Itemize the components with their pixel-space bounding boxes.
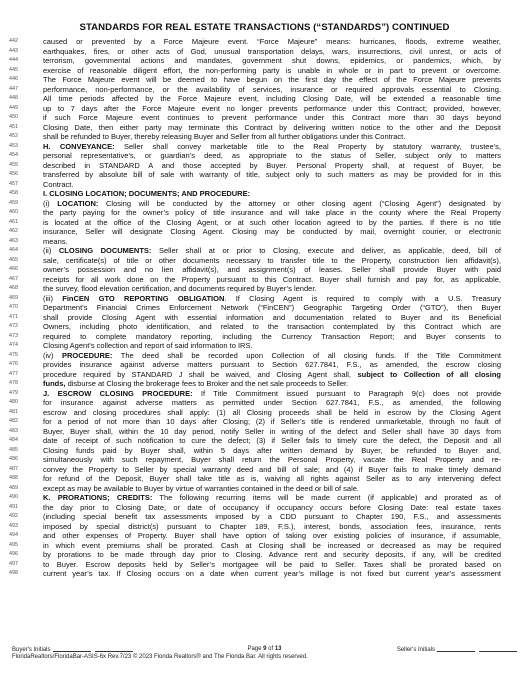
body-text: the survey, flood elevation certification, and documents required by Buyer’s lender. bbox=[43, 284, 317, 293]
body-text: Owners, including photo identification, and related to the transaction contemplated by this Contract which are bbox=[43, 322, 501, 331]
line-text bbox=[43, 94, 501, 104]
body-text: simultaneously with such repayment, Buyer shall return the Personal Property, vacate the Real Property and re- bbox=[43, 455, 501, 464]
body-text: procedure required by STANDARD J shall be waived, and Closing Agent shall, bbox=[43, 369, 358, 379]
line-number: 472 bbox=[9, 323, 18, 329]
document-line bbox=[0, 246, 529, 256]
line-text bbox=[43, 170, 501, 180]
body-text: except as may be available to Buyer by virtue of warranties contained in the deed or bill of sale. bbox=[43, 483, 360, 493]
document-line bbox=[0, 275, 529, 285]
document-line bbox=[0, 351, 529, 361]
line-text bbox=[43, 237, 501, 247]
line-text bbox=[43, 151, 501, 161]
line-text bbox=[43, 56, 501, 66]
body-text: date of receipt of such notification to cure the defect; (3) if Seller fails to timely cure the defect, the Deposit and all bbox=[43, 436, 501, 445]
document-line bbox=[0, 550, 529, 560]
document-line bbox=[0, 56, 529, 66]
body-text: Department’s Financial Crimes Enforcement Network (“FinCEN”) Geographic Targeting Order (“GTO”), then Buyer bbox=[43, 303, 501, 312]
bold-heading-text: PROCEDURE: bbox=[61, 350, 113, 360]
line-number: 497 bbox=[9, 560, 18, 567]
line-text bbox=[43, 474, 501, 484]
line-text bbox=[43, 541, 501, 551]
document-line bbox=[0, 398, 529, 408]
body-text: personal representative’s, or guardian’s deed, as appropriate to the status of Seller, subject only to matters bbox=[43, 151, 501, 160]
line-number: 460 bbox=[9, 209, 18, 215]
bold-heading-text: subject to Collection of all closing bbox=[357, 369, 501, 379]
line-number: 454 bbox=[9, 152, 18, 158]
body-text: exercise of reasonable diligent effort, the non-performing party is unable in whole or in part to prevent or overcome. bbox=[43, 65, 501, 75]
line-text bbox=[43, 550, 501, 560]
body-text: in which event premiums shall be prorated. Cash at Closing shall be increased or decreased as may be required bbox=[43, 540, 501, 550]
line-number: 475 bbox=[9, 351, 18, 358]
body-text: (i) bbox=[43, 198, 58, 208]
line-text bbox=[43, 180, 501, 190]
line-text bbox=[43, 227, 501, 237]
body-text: to Buyer. Escrow deposits held by Seller’s mortgagee will be paid to Seller. Taxes shall be prorated based on bbox=[43, 559, 501, 569]
line-text bbox=[43, 341, 501, 351]
line-number: 480 bbox=[9, 399, 18, 405]
page-number: Page 9 of 13 bbox=[247, 646, 282, 652]
page-footer bbox=[12, 645, 517, 661]
body-text: (iii) bbox=[43, 293, 63, 303]
body-text: All time periods affected by the Force Majeure event, including Closing Date, will be extended a reasonable time bbox=[43, 94, 501, 103]
bold-heading-text: funds, bbox=[43, 379, 66, 388]
line-number: 473 bbox=[9, 332, 18, 339]
document-line bbox=[0, 313, 529, 323]
line-text bbox=[43, 370, 501, 380]
document-line bbox=[0, 512, 529, 522]
line-number: 450 bbox=[9, 114, 18, 120]
line-text bbox=[43, 142, 501, 152]
body-text: Closing Agent’s collection and report of said information to IRS. bbox=[43, 341, 253, 350]
line-text bbox=[43, 113, 501, 123]
seller-initials-blank-1[interactable] bbox=[437, 645, 475, 652]
line-text bbox=[43, 569, 501, 579]
body-text: disburse at Closing the brokerage fees to Broker and the net sale proceeds to Seller. bbox=[65, 379, 349, 388]
document-line bbox=[0, 265, 529, 275]
body-text: shall provide Closing Agent with essential information and documentation related to Buyer and its Beneficial bbox=[43, 312, 501, 322]
line-number: 498 bbox=[9, 570, 18, 576]
document-line bbox=[0, 493, 529, 503]
line-text bbox=[43, 417, 501, 427]
document-line bbox=[0, 455, 529, 465]
body-text: for a period of not more than 10 days after Closing; (2) if Seller’s title is rendered unmarketable, through no fault of bbox=[43, 417, 501, 426]
body-text: (ii) bbox=[43, 246, 59, 255]
document-line bbox=[0, 436, 529, 446]
document-line bbox=[0, 75, 529, 85]
bold-heading-text: K. PRORATIONS; CREDITS: bbox=[43, 493, 153, 502]
line-number: 463 bbox=[9, 237, 18, 244]
document-line bbox=[0, 123, 529, 133]
body-text: Contract. bbox=[43, 179, 74, 189]
document-line bbox=[0, 113, 529, 123]
line-text bbox=[43, 85, 501, 95]
body-text: owner’s possession and no lien affidavit(s), and assignment(s) of leases. Seller shall provide Buyer with paid bbox=[43, 265, 501, 274]
buyer-initials-label: Buyer's Initials bbox=[12, 647, 51, 653]
line-number: 488 bbox=[9, 475, 18, 481]
line-text bbox=[43, 322, 501, 332]
line-number: 442 bbox=[9, 38, 18, 44]
line-number: 487 bbox=[9, 465, 18, 472]
line-text bbox=[43, 436, 501, 446]
body-text: . If Closing Agent is required to comply with a U.S. Treasury bbox=[224, 293, 501, 303]
line-number: 468 bbox=[9, 285, 18, 291]
seller-initials-blank-2[interactable] bbox=[479, 645, 517, 652]
line-number: 458 bbox=[9, 190, 18, 196]
line-number: 452 bbox=[9, 133, 18, 139]
body-text: is located at the office of the Closing Agent, or at such other location agreed to by the parties. If there is no title bbox=[43, 217, 501, 227]
line-number: 493 bbox=[9, 522, 18, 529]
bold-heading-text: J. ESCROW CLOSING PROCEDURE: bbox=[43, 388, 193, 398]
document-line bbox=[0, 427, 529, 437]
body-text: The Force Majeure event will be deemed to have begun on the first day the effect of the Force Majeure prevents bbox=[43, 75, 501, 84]
body-text: described in STANDARD A and those accepted by Buyer. Personal Property shall, at request of Buyer, be bbox=[43, 160, 501, 170]
body-text: if such Force Majeure event continues to prevent performance under this Contract more than 30 days beyond bbox=[43, 113, 501, 122]
line-number: 459 bbox=[9, 199, 18, 206]
body-text: Buyer, Buyer shall, within the 10 day period, notify Seller in writing of the defect and Seller shall have 30 days from bbox=[43, 426, 501, 436]
body-text: imposed by special district(s) pursuant to Chapter 189, F.S.), interest, bonds, association fees, insurance, rents bbox=[43, 521, 501, 531]
line-text bbox=[43, 398, 501, 408]
document-line bbox=[0, 446, 529, 456]
line-number: 464 bbox=[9, 247, 18, 253]
body-text: Closing funds paid by Buyer shall, within 5 days after written demand by Buyer, be refunded to Buyer and, bbox=[43, 445, 501, 455]
line-text bbox=[43, 208, 501, 218]
line-text bbox=[43, 66, 501, 76]
document-line bbox=[0, 284, 529, 294]
line-number: 447 bbox=[9, 85, 18, 92]
line-number: 495 bbox=[9, 541, 18, 548]
document-line bbox=[0, 237, 529, 247]
document-line bbox=[0, 474, 529, 484]
document-line bbox=[0, 465, 529, 475]
line-number: 484 bbox=[9, 437, 18, 443]
line-text bbox=[43, 446, 501, 456]
document-line bbox=[0, 569, 529, 579]
line-text bbox=[43, 275, 501, 285]
line-text bbox=[43, 493, 501, 503]
body-text: by prorations to be made through day prior to Closing. Advance rent and security deposits, if any, will be credited bbox=[43, 550, 501, 559]
document-line bbox=[0, 37, 529, 47]
line-number: 481 bbox=[9, 408, 18, 415]
document-line bbox=[0, 531, 529, 541]
line-number: 482 bbox=[9, 418, 18, 424]
line-text bbox=[43, 455, 501, 465]
line-text bbox=[43, 218, 501, 228]
body-text: If Title Commitment issued pursuant to Paragraph 9(c) does not provide bbox=[192, 388, 501, 398]
line-number: 461 bbox=[9, 218, 18, 225]
line-text bbox=[43, 256, 501, 266]
bold-heading-text: I. CLOSING LOCATION; DOCUMENTS; AND PROCEDURE: bbox=[43, 189, 251, 198]
document-line bbox=[0, 66, 529, 76]
line-text bbox=[43, 161, 501, 171]
seller-initials-label: Seller's Initials bbox=[396, 647, 435, 653]
document-line bbox=[0, 180, 529, 190]
line-number: 444 bbox=[9, 57, 18, 63]
body-text: The deed shall be recorded upon Collection of all closing funds. If the Title Commitment bbox=[112, 350, 501, 360]
body-text: insurance, Seller will designate Closing Agent. Closing may be conducted by mail, overnight courier, or electronic bbox=[43, 227, 501, 236]
line-text bbox=[43, 427, 501, 437]
line-number: 490 bbox=[9, 494, 18, 500]
body-text: current year’s tax. If Closing occurs on a date when current year’s millage is not fixed but current year’s assessment bbox=[43, 569, 501, 578]
body-text: Closing will be conducted by the attorney or other closing agent (“Closing Agent”) designated by bbox=[98, 198, 501, 208]
line-number: 496 bbox=[9, 551, 18, 557]
line-text bbox=[43, 284, 501, 294]
line-number: 448 bbox=[9, 95, 18, 101]
body-text: Closing Date, then either party may terminate this Contract by delivering written notice to the other and the Deposit bbox=[43, 122, 501, 132]
line-number: 456 bbox=[9, 171, 18, 177]
body-text: the party paying for the owner’s policy of title insurance and will take place in the county where the Real Property bbox=[43, 208, 501, 217]
document-line bbox=[0, 47, 529, 57]
line-text bbox=[43, 522, 501, 532]
line-number: 455 bbox=[9, 161, 18, 168]
line-text bbox=[43, 379, 501, 389]
body-text: sale, certificate(s) of title or other documents necessary to transfer title to the Property, construction lien affidavit(s), bbox=[43, 255, 501, 265]
line-number: 483 bbox=[9, 427, 18, 434]
line-text bbox=[43, 123, 501, 133]
document-line bbox=[0, 303, 529, 313]
line-number: 467 bbox=[9, 275, 18, 282]
line-text bbox=[43, 512, 501, 522]
line-text bbox=[43, 294, 501, 304]
body-text: shall be refunded to Buyer, thereby releasing Buyer and Seller from all further obligations under this Contract. bbox=[43, 132, 406, 141]
line-number: 471 bbox=[9, 313, 18, 320]
body-text: earthquakes, fires, or other acts of God, unusual transportation delays, wars, insurrections, civil unrest, or acts of bbox=[43, 46, 501, 56]
document-line bbox=[0, 161, 529, 171]
line-text bbox=[43, 132, 501, 142]
line-text bbox=[43, 389, 501, 399]
line-text bbox=[43, 47, 501, 57]
document-line bbox=[0, 522, 529, 532]
line-number: 491 bbox=[9, 503, 18, 510]
page-title: STANDARDS FOR REAL ESTATE TRANSACTIONS (“STANDARDS”) CONTINUED bbox=[79, 22, 450, 33]
line-text bbox=[43, 484, 501, 494]
document-line bbox=[0, 294, 529, 304]
body-text: Seller shall at or prior to Closing, execute and deliver, as applicable, deed, bill of bbox=[151, 246, 501, 255]
body-text: required to complete mandatory reporting, including the Currency Transaction Report; and Buyer consents to bbox=[43, 331, 501, 341]
line-number: 492 bbox=[9, 513, 18, 519]
line-number: 489 bbox=[9, 484, 18, 491]
line-number: 465 bbox=[9, 256, 18, 263]
document-line bbox=[0, 151, 529, 161]
body-text: for refund of the Deposit, Buyer shall take title as is, waiving all rights against Seller as to any intervening defect bbox=[43, 474, 501, 483]
body-text: Seller shall convey marketable title to the Real Property by statutory warranty, trustee’s, bbox=[114, 141, 501, 151]
line-text bbox=[43, 332, 501, 342]
line-number: 449 bbox=[9, 104, 18, 111]
document-line bbox=[0, 132, 529, 142]
line-text bbox=[43, 560, 501, 570]
line-number: 445 bbox=[9, 66, 18, 73]
document-body bbox=[0, 37, 529, 579]
document-line bbox=[0, 85, 529, 95]
body-text: escrow and closing procedures shall apply: (1) all Closing proceeds shall be held in escrow by the Closing Agent bbox=[43, 407, 501, 417]
line-number: 476 bbox=[9, 361, 18, 367]
line-number: 479 bbox=[9, 389, 18, 396]
bold-heading-text: LOCATION: bbox=[57, 198, 99, 208]
line-number: 469 bbox=[9, 294, 18, 301]
line-number: 470 bbox=[9, 304, 18, 310]
document-line bbox=[0, 417, 529, 427]
line-text bbox=[43, 465, 501, 475]
document-line bbox=[0, 541, 529, 551]
line-text bbox=[43, 313, 501, 323]
line-number: 451 bbox=[9, 123, 18, 130]
bold-heading-text: CLOSING DOCUMENTS: bbox=[58, 246, 152, 255]
document-line bbox=[0, 484, 529, 494]
document-line bbox=[0, 408, 529, 418]
line-text bbox=[43, 265, 501, 275]
document-line bbox=[0, 322, 529, 332]
document-line bbox=[0, 389, 529, 399]
document-line bbox=[0, 218, 529, 228]
document-line bbox=[0, 94, 529, 104]
body-text: The following recurring items will be made current (if applicable) and prorated as of bbox=[152, 493, 501, 502]
line-text bbox=[43, 104, 501, 114]
document-line bbox=[0, 370, 529, 380]
line-number: 477 bbox=[9, 370, 18, 377]
line-text bbox=[43, 189, 501, 199]
body-text: (including special benefit tax assessments imposed by a CDD pursuant to Chapter 190, F.S., and assessments bbox=[43, 512, 501, 521]
body-text: performance, non-performance, or the availability of services, insurance or required approvals essential to Closing. bbox=[43, 84, 501, 94]
line-number: 446 bbox=[9, 76, 18, 82]
body-text: (iv) bbox=[43, 350, 62, 360]
line-text bbox=[43, 246, 501, 256]
line-number: 443 bbox=[9, 47, 18, 54]
body-text: for insurance against adverse matters as permitted under Section 627.7841, F.S., as amended, the following bbox=[43, 398, 501, 407]
body-text: transferred by absolute bill of sale with warranty of title, subject only to such matters as may be provided for in this bbox=[43, 170, 501, 179]
body-text: up to 7 days after the Force Majeure event no longer prevents performance under this Contract; provided, however, bbox=[43, 103, 501, 113]
form-identifier: FloridaRealtors/FloridaBar-ASIS-6x Rev.7/23 © 2023 Florida Realtors® and The Florida Bar. All rights reserved. bbox=[12, 654, 308, 660]
line-text bbox=[43, 75, 501, 85]
line-number: 486 bbox=[9, 456, 18, 462]
document-line bbox=[0, 256, 529, 266]
line-text bbox=[43, 303, 501, 313]
document-line bbox=[0, 503, 529, 513]
body-text: caused or prevented by a Force Majeure event. “Force Majeure” means: hurricanes, floods, extreme weather, bbox=[43, 37, 501, 46]
line-text bbox=[43, 408, 501, 418]
document-line bbox=[0, 199, 529, 209]
line-text bbox=[43, 199, 501, 209]
line-number: 485 bbox=[9, 446, 18, 453]
body-text: terrorism, governmental actions and mandates, government shut downs, epidemics, or pandemics, which, by bbox=[43, 56, 501, 65]
document-line bbox=[0, 341, 529, 351]
line-number: 453 bbox=[9, 142, 18, 149]
document-line bbox=[0, 379, 529, 389]
document-line bbox=[0, 170, 529, 180]
document-line bbox=[0, 104, 529, 114]
line-number: 457 bbox=[9, 180, 18, 187]
document-line bbox=[0, 208, 529, 218]
line-number: 462 bbox=[9, 228, 18, 234]
line-text bbox=[43, 531, 501, 541]
body-text: convey the Property to Seller by special warranty deed and bill of sale; and (4) if Buyer fails to make timely demand bbox=[43, 464, 501, 474]
line-number: 478 bbox=[9, 380, 18, 386]
line-text bbox=[43, 37, 501, 47]
body-text: provides insurance against adverse matters pursuant to Section 627.7841, F.S., as amended, the escrow closing bbox=[43, 360, 501, 369]
line-text bbox=[43, 351, 501, 361]
body-text: receipts for all work done on the Property pursuant to this Contract. Buyer shall furnish and pay for, as applicable, bbox=[43, 274, 501, 284]
body-text: the day prior to Closing Date, or date of occupancy if occupancy occurs before Closing Date: real estate taxes bbox=[43, 502, 501, 512]
document-line bbox=[0, 360, 529, 370]
line-number: 494 bbox=[9, 532, 18, 538]
document-line bbox=[0, 560, 529, 570]
bold-heading-text: FinCEN GTO REPORTING OBLIGATION bbox=[62, 293, 225, 303]
line-number: 474 bbox=[9, 342, 18, 348]
document-line bbox=[0, 189, 529, 199]
line-number: 466 bbox=[9, 266, 18, 272]
document-line bbox=[0, 227, 529, 237]
line-text bbox=[43, 360, 501, 370]
document-line bbox=[0, 142, 529, 152]
document-line bbox=[0, 332, 529, 342]
body-text: and other expenses of Property. Buyer shall have option of taking over existing policies of insurance, if assumable, bbox=[43, 531, 501, 540]
body-text: means. bbox=[43, 236, 68, 246]
bold-heading-text: H. CONVEYANCE: bbox=[43, 141, 115, 151]
line-text bbox=[43, 503, 501, 513]
